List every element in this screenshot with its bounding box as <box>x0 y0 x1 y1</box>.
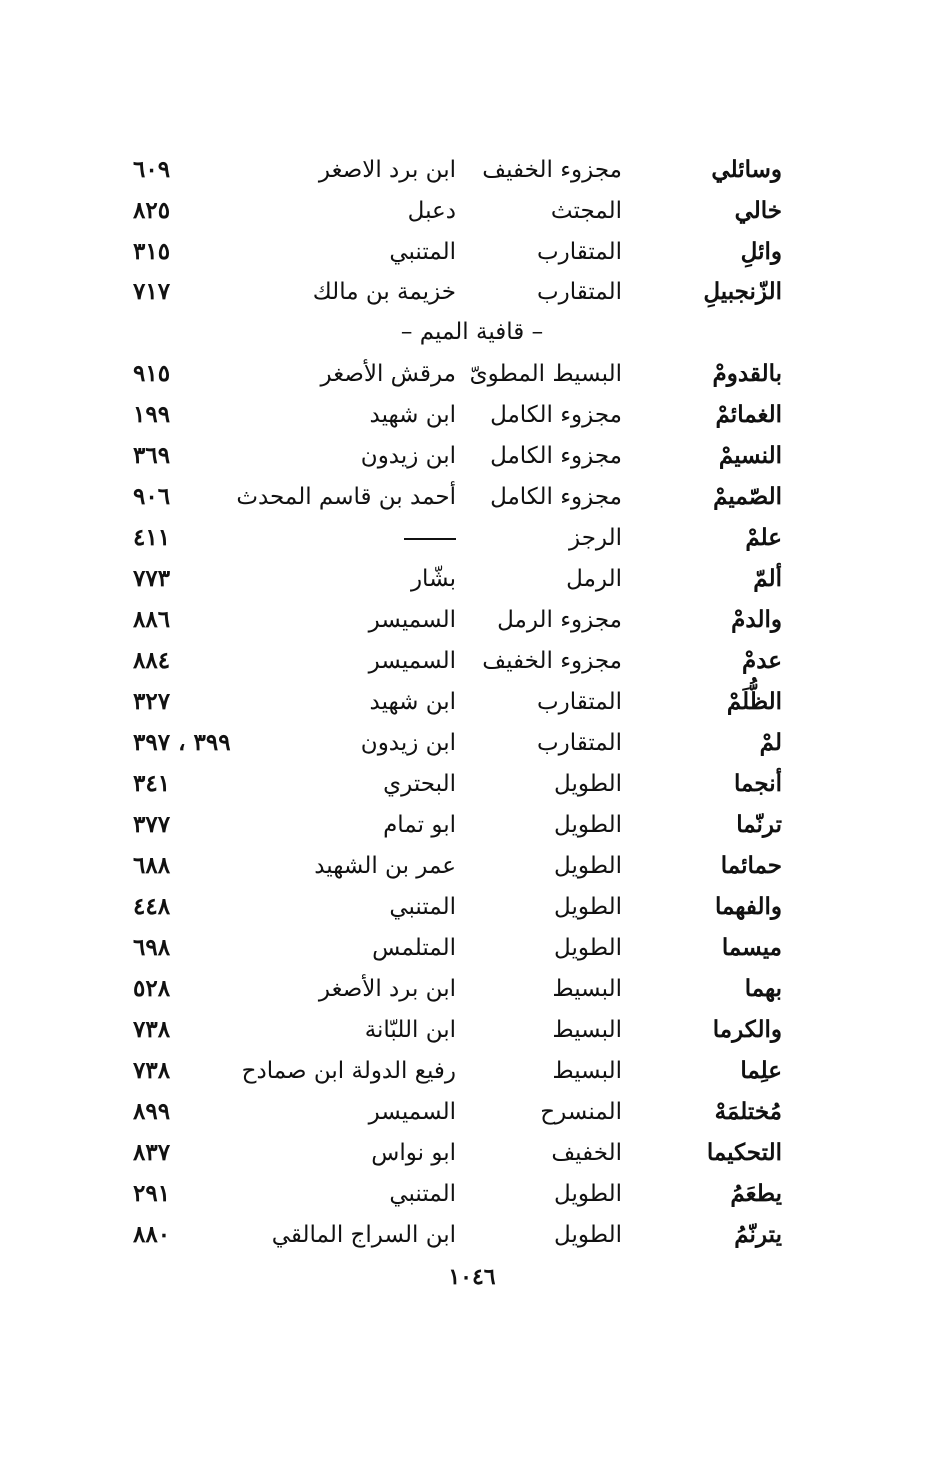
index-row <box>0 1174 944 1214</box>
index-row <box>0 436 944 476</box>
rhyme-word: والكرما <box>712 1016 782 1043</box>
index-row <box>0 641 944 681</box>
poet-name: رفيع الدولة ابن صمادح <box>241 1058 456 1084</box>
index-row <box>0 887 944 927</box>
index-row <box>0 846 944 886</box>
meter-name: المتقارب <box>536 239 622 265</box>
meter-name: مجزوء الرمل <box>497 607 622 633</box>
meter-name: البسيط <box>552 1017 622 1043</box>
index-row <box>0 272 944 312</box>
poet-name: خزيمة بن مالك <box>312 279 456 305</box>
index-row <box>0 150 944 190</box>
page-ref: ٨٩٩ <box>133 1098 171 1125</box>
rhyme-word: علِما <box>740 1057 782 1084</box>
rhyme-word: بالقدومْ <box>712 360 782 387</box>
index-row <box>0 1010 944 1050</box>
meter-name: الرمل <box>566 566 622 592</box>
rhyme-word: علمْ <box>745 524 782 551</box>
rhyme-word: وائلِ <box>740 238 782 265</box>
meter-name: المتقارب <box>536 689 622 715</box>
rhyme-word: التحكيما <box>706 1139 782 1166</box>
page-ref: ٦٩٨ <box>133 934 171 961</box>
poet-name: ابن اللبّانة <box>364 1017 456 1043</box>
index-row <box>0 559 944 599</box>
page-ref: ٩١٥ <box>133 360 171 387</box>
meter-name: البسيط المطوىّ <box>469 361 622 387</box>
poet-name: أحمد بن قاسم المحدث <box>236 484 456 510</box>
index-row <box>0 191 944 231</box>
poet-name: السميسر <box>368 1099 456 1125</box>
rhyme-word: والدمْ <box>731 606 782 633</box>
page-ref: ٧٧٣ <box>133 565 171 592</box>
page-ref: ٨٢٥ <box>133 197 171 224</box>
meter-name: مجزوء الخفيف <box>482 648 622 674</box>
index-row <box>0 1092 944 1132</box>
page-ref: ١٩٩ <box>133 401 171 428</box>
meter-name: الطويل <box>554 853 622 879</box>
poet-name: ابن زيدون <box>360 443 456 469</box>
rhyme-word: خالي <box>734 197 782 224</box>
meter-name: مجزوء الكامل <box>490 443 622 469</box>
page-ref: ٧٣٨ <box>133 1057 171 1084</box>
index-row <box>0 723 944 763</box>
index-row <box>0 518 944 558</box>
meter-name: الطويل <box>554 812 622 838</box>
page-ref: ٣٤١ <box>133 770 171 797</box>
page-ref: ٦٠٩ <box>133 156 171 183</box>
poet-name: دعبل <box>407 198 456 224</box>
meter-name: الطويل <box>554 894 622 920</box>
meter-name: المتقارب <box>536 279 622 305</box>
index-row <box>0 805 944 845</box>
index-row <box>0 969 944 1009</box>
page-ref: ٧٣٨ <box>133 1016 171 1043</box>
poet-name: المتنبي <box>389 239 456 265</box>
meter-name: الطويل <box>554 1181 622 1207</box>
page-ref: ٩٠٦ <box>133 483 171 510</box>
index-row <box>0 928 944 968</box>
index-row <box>0 764 944 804</box>
rhyme-word: الزّنجبيلِ <box>703 278 782 305</box>
page-ref: ٥٢٨ <box>133 975 171 1002</box>
poet-name: ابن برد الاصغر <box>318 157 456 183</box>
meter-name: الطويل <box>554 1222 622 1248</box>
meter-name: البسيط <box>552 1058 622 1084</box>
page-ref: ٤١١ <box>133 524 171 551</box>
page-ref: ٣٩٩ ، ٣٩٧ <box>133 729 231 756</box>
meter-name: المنسرح <box>540 1099 622 1125</box>
poet-name: مرقش الأصغر <box>320 361 456 387</box>
meter-name: مجزوء الكامل <box>490 402 622 428</box>
page-ref: ٨٨٠ <box>133 1221 171 1248</box>
index-row <box>0 682 944 722</box>
poet-name: ابن شهيد <box>369 689 456 715</box>
page-ref: ٦٨٨ <box>133 852 171 879</box>
rhyme-word: وسائلي <box>711 156 782 183</box>
rhyme-word: مُختلمَهْ <box>714 1098 782 1125</box>
poet-name: السميسر <box>368 607 456 633</box>
index-row <box>0 1051 944 1091</box>
rhyme-word: ترنّما <box>736 811 782 838</box>
poet-name: البحتري <box>383 771 456 797</box>
meter-name: مجزوء الخفيف <box>482 157 622 183</box>
meter-name: الرجز <box>569 525 622 551</box>
page-number: ١٠٤٦ <box>448 1264 496 1290</box>
poet-name: ابو تمام <box>383 812 456 838</box>
page-ref: ٧١٧ <box>133 278 171 305</box>
meter-name: مجزوء الكامل <box>490 484 622 510</box>
rhyme-word: لمْ <box>759 729 782 756</box>
meter-name: المجتث <box>550 198 622 224</box>
index-row <box>0 1215 944 1255</box>
rhyme-word: الصّميمْ <box>713 483 782 510</box>
poet-name: عمر بن الشهيد <box>314 853 456 879</box>
rhyme-word: ميسما <box>721 934 782 961</box>
dash-rule <box>404 538 456 540</box>
rhyme-word: بهما <box>744 975 782 1002</box>
rhyme-word: أنجما <box>734 770 782 797</box>
index-row <box>0 395 944 435</box>
rhyme-word: يترنّمُ <box>734 1221 782 1248</box>
poet-name: المتلمس <box>372 935 456 961</box>
index-row <box>0 477 944 517</box>
page-ref: ٨٨٦ <box>133 606 171 633</box>
page-ref: ٤٤٨ <box>133 893 171 920</box>
meter-name: البسيط <box>552 976 622 1002</box>
rhyme-word: والفهما <box>714 893 782 920</box>
poet-unknown-dash <box>404 518 456 558</box>
page-ref: ٣٧٧ <box>133 811 171 838</box>
section-heading: – قافية الميم – <box>400 319 544 345</box>
rhyme-word: الظُّلَمْ <box>726 688 782 715</box>
poet-name: ابن برد الأصغر <box>318 976 456 1002</box>
index-row <box>0 1133 944 1173</box>
rhyme-word: الغمائمْ <box>715 401 782 428</box>
meter-name: الخفيف <box>551 1140 622 1166</box>
page-ref: ٢٩١ <box>133 1180 171 1207</box>
page-ref: ٨٨٤ <box>133 647 171 674</box>
poet-name: ابن زيدون <box>360 730 456 756</box>
poet-name: السميسر <box>368 648 456 674</box>
poet-name: المتنبي <box>389 894 456 920</box>
rhyme-word: يطعَمُ <box>730 1180 782 1207</box>
poet-name: ابو نواس <box>371 1140 456 1166</box>
page-ref: ٣٦٩ <box>133 442 171 469</box>
meter-name: الطويل <box>554 935 622 961</box>
index-row <box>0 600 944 640</box>
meter-name: المتقارب <box>536 730 622 756</box>
rhyme-word: ألمّ <box>753 565 782 592</box>
rhyme-word: حمائما <box>720 852 782 879</box>
poet-name: ابن شهيد <box>369 402 456 428</box>
rhyme-word: عدمْ <box>741 647 782 674</box>
poet-name: بشّار <box>410 566 456 592</box>
index-row <box>0 354 944 394</box>
page-ref: ٣١٥ <box>133 238 171 265</box>
meter-name: الطويل <box>554 771 622 797</box>
poet-name: ابن السراج المالقي <box>271 1222 456 1248</box>
index-row <box>0 232 944 272</box>
page-ref: ٣٢٧ <box>133 688 171 715</box>
rhyme-word: النسيمْ <box>718 442 782 469</box>
poet-name: المتنبي <box>389 1181 456 1207</box>
page-ref: ٨٣٧ <box>133 1139 171 1166</box>
